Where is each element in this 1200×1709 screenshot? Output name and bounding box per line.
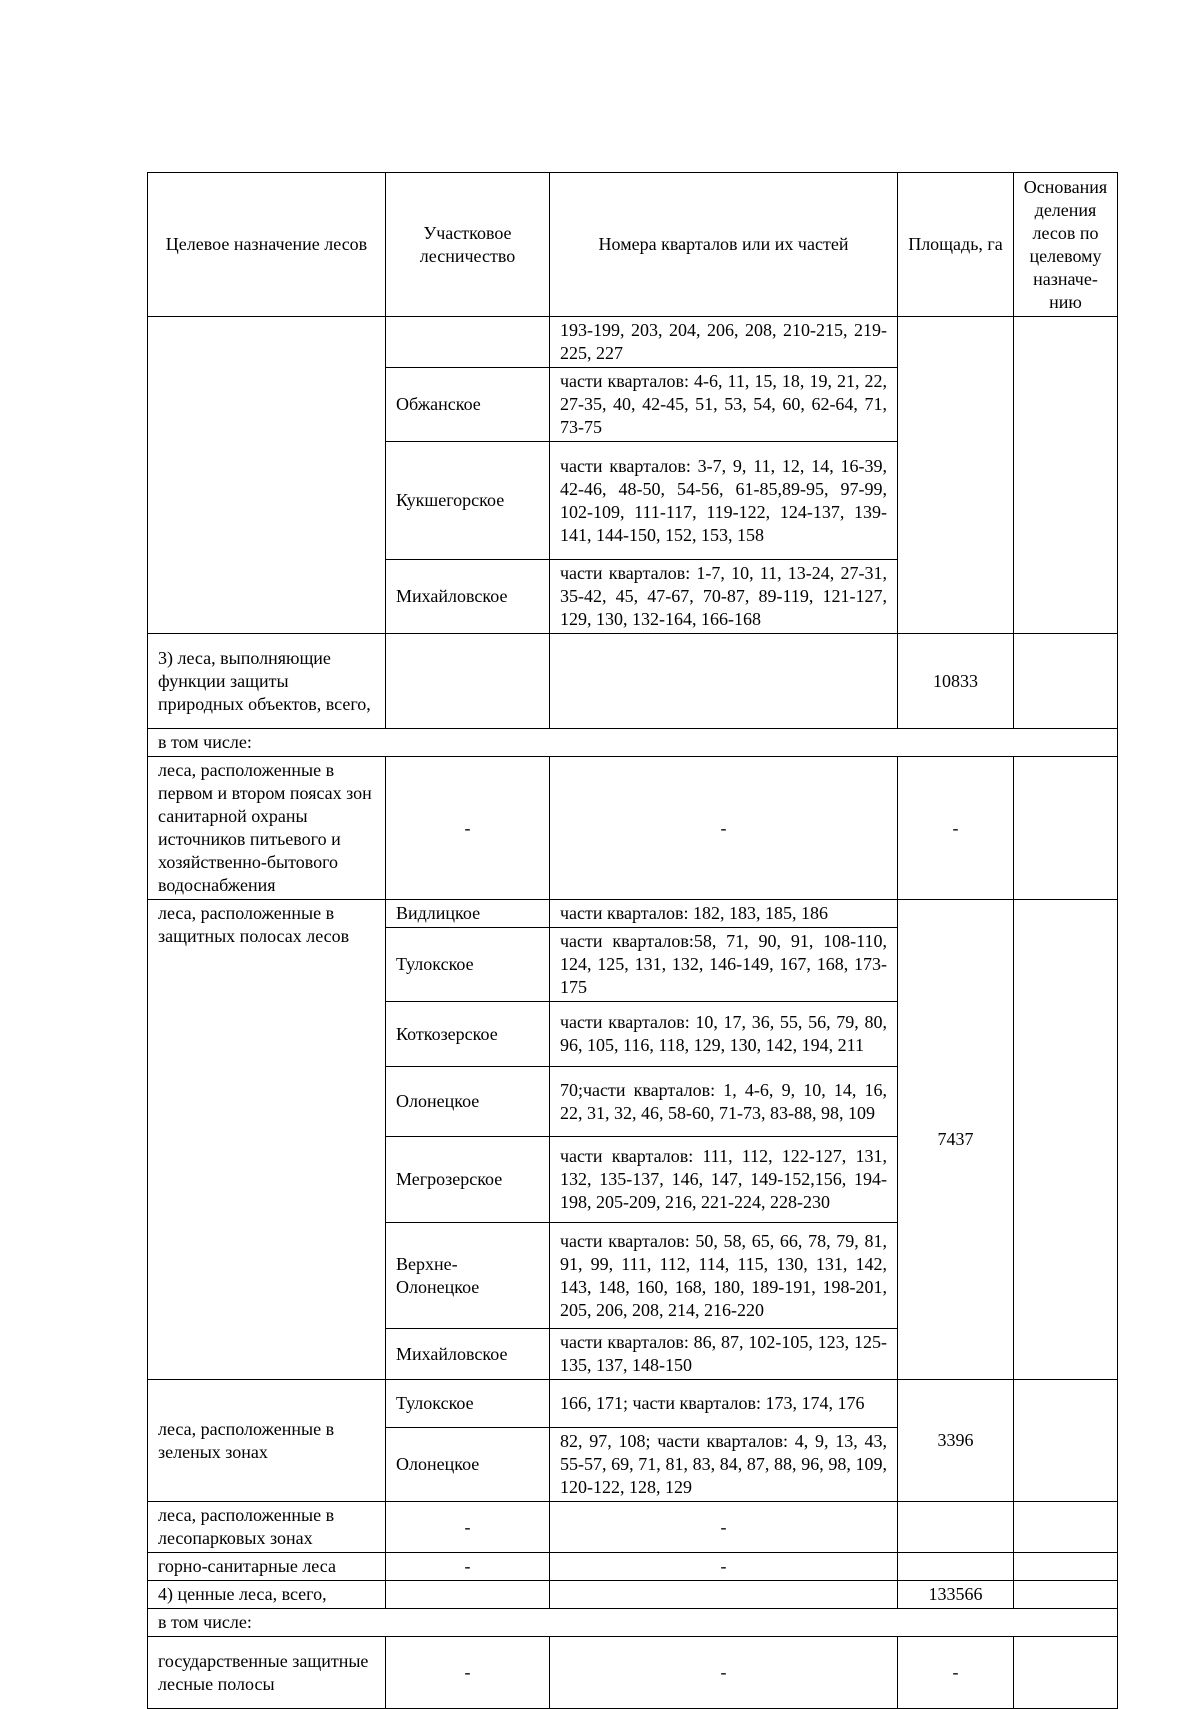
basis-cell-empty <box>1014 1380 1118 1502</box>
area-cell: - <box>898 757 1014 900</box>
forest-purpose-table <box>147 172 1118 1709</box>
purpose-cell: леса, расположенные в лесопарковых зонах <box>148 1502 386 1553</box>
blocks-cell-empty <box>550 1581 898 1609</box>
blocks-cell: части кварталов: 182, 183, 185, 186 <box>550 900 898 928</box>
basis-cell-empty <box>1014 1637 1118 1709</box>
forestry-cell: Кукшегорское <box>386 442 550 560</box>
blocks-cell: - <box>550 1637 898 1709</box>
table-row <box>148 1609 1118 1637</box>
basis-cell-empty <box>1014 1581 1118 1609</box>
forestry-cell: - <box>386 1553 550 1581</box>
forestry-cell-empty <box>386 317 550 368</box>
blocks-cell: части кварталов:58, 71, 90, 91, 108-110, 124, 125, 131, 132, 146-149, 167, 168, 173-175 <box>550 928 898 1002</box>
area-cell-empty <box>898 317 1014 634</box>
forestry-cell: Верхне-Олонецкое <box>386 1223 550 1329</box>
area-cell: 7437 <box>898 900 1014 1380</box>
forestry-cell: Обжанское <box>386 368 550 442</box>
forestry-cell: Тулокское <box>386 1380 550 1428</box>
table-row <box>148 634 1118 729</box>
forestry-cell: - <box>386 757 550 900</box>
purpose-cell-empty <box>148 317 386 634</box>
basis-cell-empty <box>1014 317 1118 634</box>
blocks-cell: - <box>550 757 898 900</box>
purpose-cell: леса, расположенные в защитных полосах лесов <box>148 900 386 1380</box>
purpose-cell: 3) леса, выполняющие функции защиты природных объектов, всего, <box>148 634 386 729</box>
forestry-cell: Мегрозерское <box>386 1137 550 1223</box>
blocks-cell: 70;части кварталов: 1, 4-6, 9, 10, 14, 16, 22, 31, 32, 46, 58-60, 71-73, 83-88, 98, 109 <box>550 1067 898 1137</box>
basis-cell-empty <box>1014 1502 1118 1553</box>
area-cell: 133566 <box>898 1581 1014 1609</box>
blocks-cell: - <box>550 1502 898 1553</box>
header-forestry: Участковое лесничество <box>386 173 550 317</box>
table-row <box>148 317 1118 368</box>
table-row <box>148 900 1118 928</box>
table-row <box>148 1380 1118 1428</box>
header-basis: Основания деления лесов по целевому назначе-нию <box>1014 173 1118 317</box>
blocks-cell: части кварталов: 10, 17, 36, 55, 56, 79, 80, 96, 105, 116, 118, 129, 130, 142, 194, 211 <box>550 1002 898 1067</box>
forestry-cell: Коткозерское <box>386 1002 550 1067</box>
blocks-cell: части кварталов: 3-7, 9, 11, 12, 14, 16-39, 42-46, 48-50, 54-56, 61-85,89-95, 97-99, 102-109, 111-117, 119-122, 124-137, 139-141, 144-150, 152, 153, 158 <box>550 442 898 560</box>
header-row <box>148 173 1118 317</box>
area-cell: - <box>898 1637 1014 1709</box>
subtotal-label: в том числе: <box>148 729 1118 757</box>
table-row <box>148 1637 1118 1709</box>
blocks-cell: части кварталов: 1-7, 10, 11, 13-24, 27-31, 35-42, 45, 47-67, 70-87, 89-119, 121-127, 129, 130, 132-164, 166-168 <box>550 560 898 634</box>
purpose-cell: государственные защитные лесные полосы <box>148 1637 386 1709</box>
header-area: Площадь, га <box>898 173 1014 317</box>
forestry-cell-empty <box>386 1581 550 1609</box>
forestry-cell-empty <box>386 634 550 729</box>
blocks-cell: части кварталов: 50, 58, 65, 66, 78, 79, 81, 91, 99, 111, 112, 114, 115, 130, 131, 142, 143, 148, 160, 168, 180, 189-191, 198-201, 205, 206, 208, 214, 216-220 <box>550 1223 898 1329</box>
forestry-cell: Тулокское <box>386 928 550 1002</box>
blocks-cell: части кварталов: 86, 87, 102-105, 123, 125-135, 137, 148-150 <box>550 1329 898 1380</box>
purpose-cell: леса, расположенные в зеленых зонах <box>148 1380 386 1502</box>
header-purpose: Целевое назначение лесов <box>148 173 386 317</box>
table-row <box>148 1581 1118 1609</box>
basis-cell-empty <box>1014 634 1118 729</box>
purpose-cell: 4) ценные леса, всего, <box>148 1581 386 1609</box>
area-cell: 3396 <box>898 1380 1014 1502</box>
subtotal-label: в том числе: <box>148 1609 1118 1637</box>
table-row <box>148 729 1118 757</box>
basis-cell-empty <box>1014 1553 1118 1581</box>
table-row <box>148 1502 1118 1553</box>
area-cell: 10833 <box>898 634 1014 729</box>
blocks-cell: 166, 171; части кварталов: 173, 174, 176 <box>550 1380 898 1428</box>
purpose-cell: горно-санитарные леса <box>148 1553 386 1581</box>
forestry-cell: - <box>386 1502 550 1553</box>
purpose-cell: леса, расположенные в первом и втором поясах зон санитарной охраны источников питьевого и хозяйственно-бытового водоснабжения <box>148 757 386 900</box>
forestry-cell: Видлицкое <box>386 900 550 928</box>
blocks-cell-empty <box>550 634 898 729</box>
basis-cell-empty <box>1014 757 1118 900</box>
table-row <box>148 757 1118 900</box>
forestry-cell: Михайловское <box>386 560 550 634</box>
blocks-cell: части кварталов: 4-6, 11, 15, 18, 19, 21, 22, 27-35, 40, 42-45, 51, 53, 54, 60, 62-64, 71, 73-75 <box>550 368 898 442</box>
blocks-cell: части кварталов: 111, 112, 122-127, 131, 132, 135-137, 146, 147, 149-152,156, 194-198, 205-209, 216, 221-224, 228-230 <box>550 1137 898 1223</box>
forestry-cell: Михайловское <box>386 1329 550 1380</box>
header-blocks: Номера кварталов или их частей <box>550 173 898 317</box>
forestry-cell: Олонецкое <box>386 1428 550 1502</box>
blocks-cell: - <box>550 1553 898 1581</box>
area-cell-empty <box>898 1553 1014 1581</box>
area-cell-empty <box>898 1502 1014 1553</box>
basis-cell-empty <box>1014 900 1118 1380</box>
forestry-cell: Олонецкое <box>386 1067 550 1137</box>
blocks-cell: 82, 97, 108; части кварталов: 4, 9, 13, 43, 55-57, 69, 71, 81, 83, 84, 87, 88, 96, 98, 109, 120-122, 128, 129 <box>550 1428 898 1502</box>
table-row <box>148 1553 1118 1581</box>
blocks-cell: 193-199, 203, 204, 206, 208, 210-215, 219-225, 227 <box>550 317 898 368</box>
forestry-cell: - <box>386 1637 550 1709</box>
